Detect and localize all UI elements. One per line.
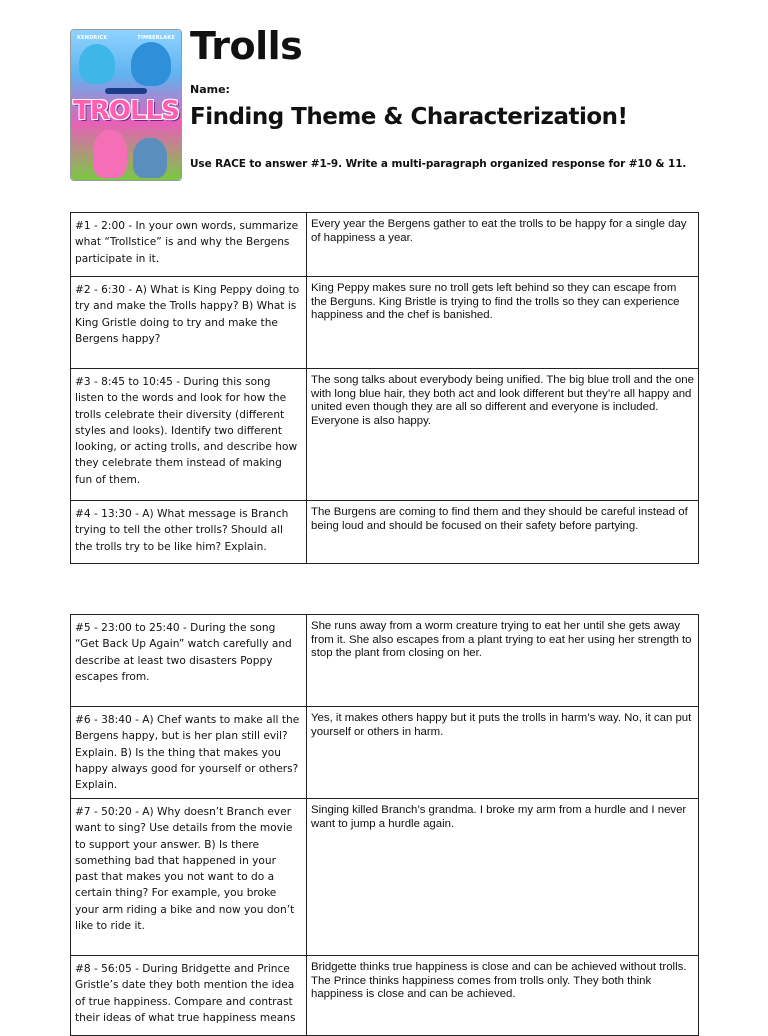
answer-cell: King Peppy makes sure no troll gets left behind so they can escape from the Berguns. King Bristle is trying to find the trolls so they can experience happiness and the chef is banished. [307,277,699,369]
answer-cell: Yes, it makes others happy but it puts the trolls in harm’s way. No, it can put yourself or others in harm. [307,707,699,799]
question-cell: #5 - 23:00 to 25:40 - During the song “Get Back Up Again” watch carefully and describe at least two disasters Poppy escapes from. [71,615,307,707]
question-cell: #2 - 6:30 - A) What is King Peppy doing to try and make the Trolls happy? B) What is King Gristle doing to try and make the Bergens happy? [71,277,307,369]
question-cell: #7 - 50:20 - A) Why doesn’t Branch ever want to sing? Use details from the movie to support your answer. B) Is there something bad that happened in your past that makes you not want to do a certain thing? For example, you broke your arm riding a bike and now you don’t like to ride it. [71,799,307,956]
answer-cell: The Burgens are coming to find them and they should be careful instead of being loud and should be focused on their safety before partying. [307,501,699,564]
answer-cell: The song talks about everybody being unified. The big blue troll and the one with long blue hair, they both act and look different but they’re all happy and united even though they are all so different and everyone is included. Everyone is also happy. [307,369,699,501]
question-table-2 [70,614,699,1036]
answer-cell: Singing killed Branch’s grandma. I broke my arm from a hurdle and I never want to jump a hurdle again. [307,799,699,956]
page-title: Trolls [190,24,303,68]
question-cell: #3 - 8:45 to 10:45 - During this song listen to the words and look for how the trolls celebrate their diversity (different styles and looks). Identify two different looking, or acting trolls, and describe how they celebrate them instead of making fun of them. [71,369,307,501]
answer-cell: She runs away from a worm creature trying to eat her until she gets away from it. She also escapes from a plant trying to eat her using her strength to stop the plant from closing on her. [307,615,699,707]
troll-hair-right [131,42,171,86]
table-row [71,501,699,564]
table-row [71,615,699,707]
worksheet-subtitle: Finding Theme & Characterization! [190,104,628,130]
instructions-text: Use RACE to answer #1-9. Write a multi-paragraph organized response for #10 & 11. [190,158,687,170]
table-row [71,799,699,956]
table-row [71,213,699,277]
troll-hair-left [79,44,115,84]
answer-cell: Bridgette thinks true happiness is close and can be achieved without trolls. The Prince thinks happiness comes from trolls only. They both think happiness is close and can be achieved. [307,956,699,1036]
cover-logo: TROLLS [73,96,179,126]
question-cell: #8 - 56:05 - During Bridgette and Prince Gristle’s date they both mention the idea of true happiness. Compare and contrast their ideas of what true happiness means [71,956,307,1036]
cover-actor-names [71,35,181,41]
question-cell: #1 - 2:00 - In your own words, summarize what “Trollstice” is and why the Bergens participate in it. [71,213,307,277]
table-row [71,369,699,501]
movie-cover-image [71,30,181,180]
table-row [71,707,699,799]
branch-figure [133,138,167,178]
poppy-figure [93,130,127,178]
cover-actor-left: KENDRICK [77,35,108,41]
name-label: Name: [190,83,230,96]
question-cell: #6 - 38:40 - A) Chef wants to make all the Bergens happy, but is her plan still evil? Explain. B) Is the thing that makes you happy always good for yourself or others? Explain. [71,707,307,799]
question-cell: #4 - 13:30 - A) What message is Branch trying to tell the other trolls? Should all the trolls try to be like him? Explain. [71,501,307,564]
answer-cell: Every year the Bergens gather to eat the trolls to be happy for a single day of happiness a year. [307,213,699,277]
studio-banner [105,88,147,94]
question-table-1 [70,212,699,564]
table-row [71,277,699,369]
cover-actor-right: TIMBERLAKE [137,35,175,41]
